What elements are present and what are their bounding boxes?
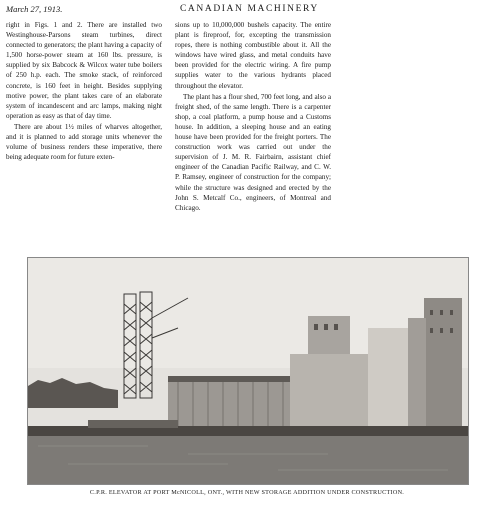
right-column xyxy=(175,20,331,213)
right-paragraph-1: sions up to 10,000,000 bushels capacity. The entire plant is fireproof, for, excepting the transmission ropes, there is nothing combustible about it. All the windows have wired glass, and metal conduits have been provided for the electric wiring. A fire pump supplies water to the various hydrants placed throughout the elevator. xyxy=(175,21,331,90)
left-paragraph-2: There are about 1½ miles of wharves altogether, and it is planned to add storage units whenever the volume of business renders these imperative, there being adequate room for future exten- xyxy=(6,122,162,162)
elevator-photograph xyxy=(27,257,469,485)
issue-date: March 27, 1913. xyxy=(6,4,63,14)
left-paragraph-1: right in Figs. 1 and 2. There are installed two Westinghouse-Parsons steam turbines, direct connected to generators; the plant having a capacity of 1,500 horse-power steam at 160 lbs. pressure, is supplied by six Babcock & Wilcox water tube boilers of 250 h.p. each. The smoke stack, of reinforced concrete, is 160 feet in height. Besides supplying motive power, the plant takes care of an elaborate system of incandescent and arc lamps, making night operation as easy as that of day time. xyxy=(6,21,162,120)
elevator-head-house xyxy=(308,316,350,356)
photo-illustration xyxy=(28,258,468,484)
right-paragraph-2: The plant has a flour shed, 700 feet long, and also a freight shed, of the same length. There is a carpenter shop, a coal platform, a pump house and a Customs house. In addition, a sleeping house and an eating house have been provided for the freight porters. The construction work was carried out under the supervision of J. M. R. Fairbairn, assistant chief engineer of the Canadian Pacific Railway, and C. W. P. Ramsey, engineer of construction for the company; while the structure was designed and erected by the John S. Metcalf Co., engineers, of Montreal and Chicago. xyxy=(175,92,331,212)
left-column xyxy=(6,20,162,162)
publication-title: CANADIAN MACHINERY xyxy=(180,4,319,14)
figure-caption: C.P.R. ELEVATOR AT PORT McNICOLL, ONT., WITH NEW STORAGE ADDITION UNDER CONSTRUCTION. xyxy=(89,489,405,496)
page-header xyxy=(6,4,473,18)
